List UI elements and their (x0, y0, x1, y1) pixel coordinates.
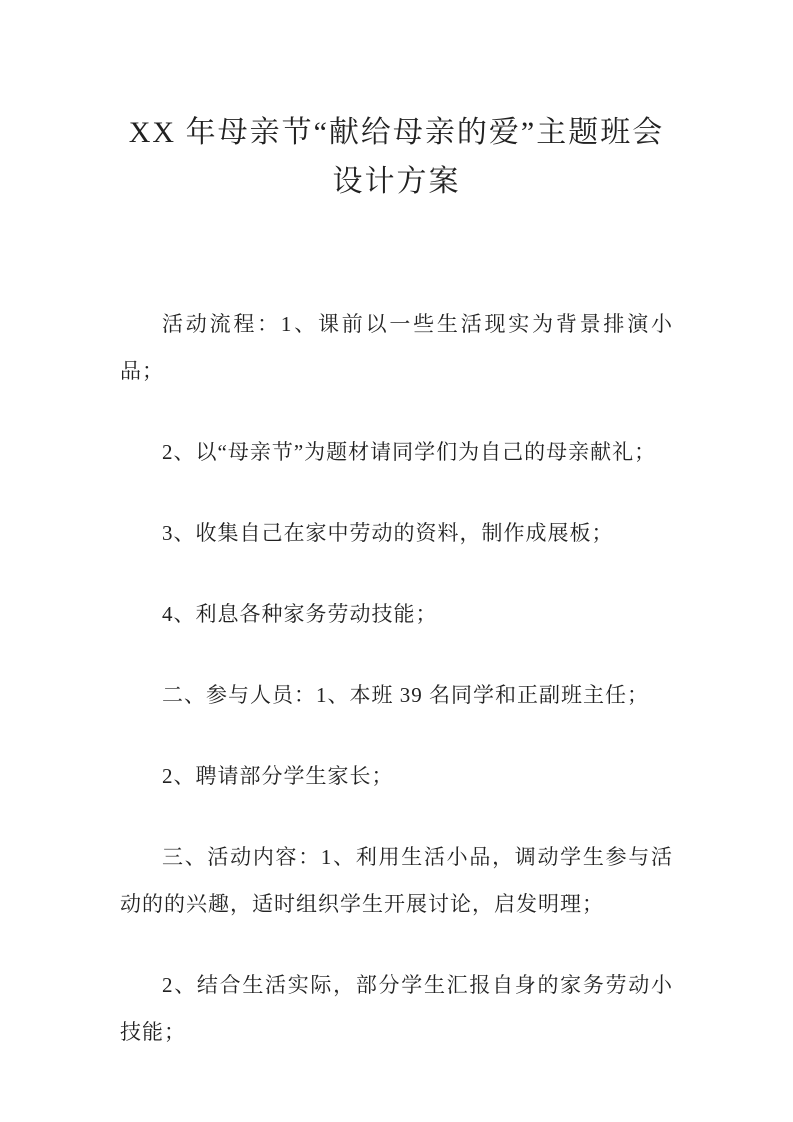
paragraph-content-item-2: 2、结合生活实际，部分学生汇报自身的家务劳动小技能； (120, 973, 673, 1044)
paragraph-flow-item-2: 2、以“母亲节”为题材请同学们为自己的母亲献礼； (162, 440, 657, 464)
document-body (120, 301, 673, 1056)
paragraph-flow-item-4: 4、利息各种家务劳动技能； (162, 602, 438, 626)
paragraph-activity-content: 三、活动内容：1、利用生活小品，调动学生参与活动的的兴趣，适时组织学生开展讨论，启发明理； (120, 845, 673, 916)
paragraph-activity-flow: 活动流程：1、课前以一些生活现实为背景排演小品； (120, 312, 673, 383)
title-line-2: 设计方案 (332, 165, 461, 198)
paragraph-participants-item-2: 2、聘请部分学生家长； (162, 764, 394, 788)
title-line-1: XX 年母亲节“献给母亲的爱”主题班会 (128, 116, 665, 149)
paragraph-flow-item-3: 3、收集自己在家中劳动的资料，制作成展板； (162, 521, 614, 545)
document-title (120, 108, 673, 206)
paragraph-participants: 二、参与人员：1、本班 39 名同学和正副班主任； (162, 683, 649, 707)
